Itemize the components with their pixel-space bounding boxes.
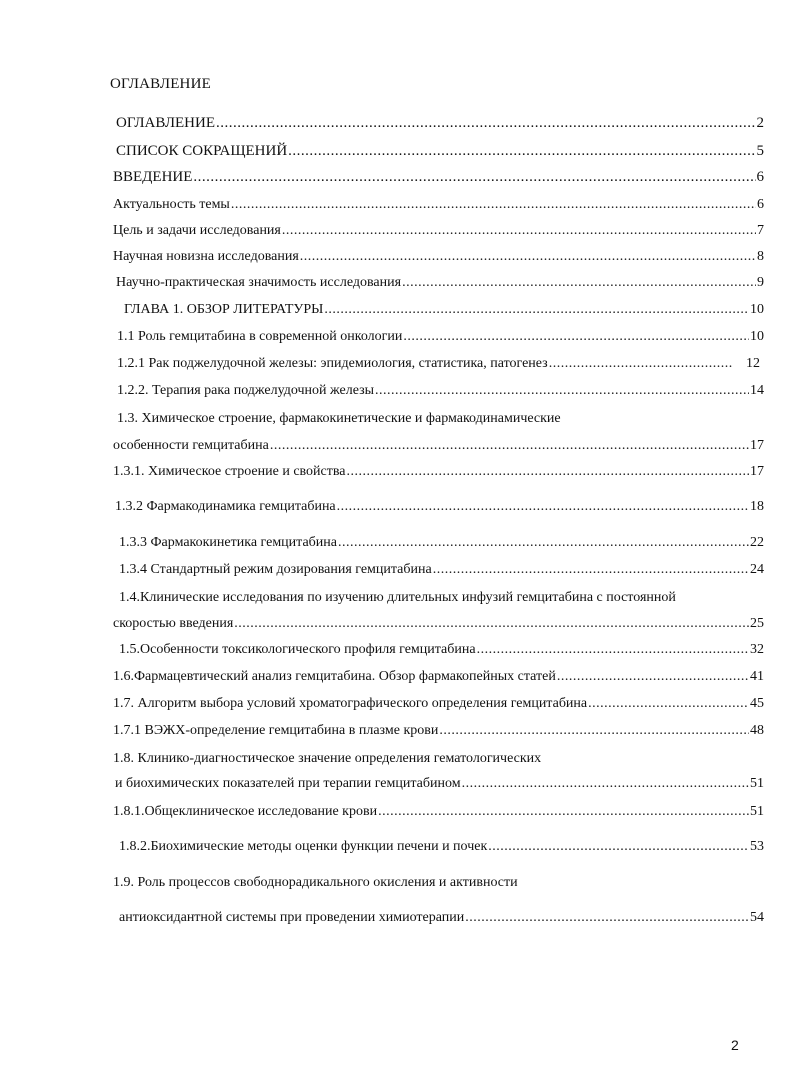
toc-entry xyxy=(113,463,764,480)
toc-entry xyxy=(113,169,764,186)
toc-entry xyxy=(113,248,764,265)
toc-entry xyxy=(119,561,764,578)
toc-entry xyxy=(113,222,764,239)
toc-entry xyxy=(117,382,764,399)
toc-entry-continued: 1.4.Клинические исследования по изучению длительных инфузий гемцитабина с постоянной xyxy=(119,590,676,605)
toc-entry xyxy=(113,437,764,454)
toc-entry xyxy=(113,196,764,213)
toc-entry-title: 1.6.Фармацевтический анализ гемцитабина. Обзор фармакопейных статей xyxy=(113,669,556,684)
toc-entry-page: 41 xyxy=(750,669,764,684)
page-number: 2 xyxy=(731,1037,739,1053)
toc-entry xyxy=(119,641,764,658)
toc-entry-continued: 1.8. Клинико-диагностическое значение определения гематологических xyxy=(113,751,542,766)
toc-entry-page: 54 xyxy=(750,910,764,925)
toc-entry-title: 1.8.1.Общеклиническое исследование крови xyxy=(113,804,378,819)
toc-entry xyxy=(113,803,764,820)
toc-entry-page: 6 xyxy=(757,197,764,212)
toc-entry-title: 1.2.1 Рак поджелудочной железы: эпидемиология, статистика, патогенез xyxy=(117,356,548,371)
toc-entry-page: 51 xyxy=(750,804,764,819)
toc-entry-page: 10 xyxy=(750,329,764,344)
toc-entry-page: 32 xyxy=(750,642,764,657)
toc-entry-title: особенности гемцитабина xyxy=(113,438,269,453)
toc-entry-title: Научно-практическая значимость исследования xyxy=(116,275,402,290)
toc-entry-title: СПИСОК СОКРАЩЕНИЙ xyxy=(116,143,288,159)
toc-entry-page: 45 xyxy=(750,696,764,711)
toc-entry-title: ВВЕДЕНИЕ xyxy=(113,169,193,185)
toc-entry-continued: 1.3. Химическое строение, фармакокинетические и фармакодинамические xyxy=(117,411,561,426)
toc-entry-page: 17 xyxy=(750,464,764,479)
toc-entry-page: 7 xyxy=(757,223,764,238)
toc-entry-title: 1.3.2 Фармакодинамика гемцитабина xyxy=(115,499,336,514)
toc-entry-title: 1.7.1 ВЭЖХ-определение гемцитабина в плазме крови xyxy=(113,723,439,738)
toc-entry xyxy=(113,722,764,739)
toc-entry-title: 1.3.3 Фармакокинетика гемцитабина xyxy=(119,535,337,550)
toc-entry-title: Научная новизна исследования xyxy=(113,249,299,264)
toc-entry xyxy=(116,115,764,132)
toc-entry xyxy=(115,498,764,515)
toc-entry xyxy=(113,615,764,632)
toc-entry-page: 48 xyxy=(750,723,764,738)
toc-entry xyxy=(119,909,764,926)
toc-entry-page: 12 xyxy=(746,356,760,371)
toc-entry-page: 17 xyxy=(750,438,764,453)
toc-entry-title: Цель и задачи исследования xyxy=(113,223,281,238)
toc-entry-page: 5 xyxy=(756,143,764,159)
toc-entry-page: 18 xyxy=(750,499,764,514)
toc-entry-title: ОГЛАВЛЕНИЕ xyxy=(116,115,215,131)
toc-entry-page: 53 xyxy=(750,839,764,854)
toc-entry xyxy=(119,838,764,855)
toc-entry-title: 1.1 Роль гемцитабина в современной онкологии xyxy=(117,329,403,344)
toc-entry xyxy=(113,668,764,685)
toc-entry-page: 14 xyxy=(750,383,764,398)
toc-entry-title: 1.7. Алгоритм выбора условий хроматографического определения гемцитабина xyxy=(113,696,588,711)
toc-entry-title: скоростью введения xyxy=(113,616,234,631)
toc-entry-title: 1.5.Особенности токсикологического профиля гемцитабина xyxy=(119,642,476,657)
toc-entry xyxy=(116,143,764,160)
toc-entry xyxy=(117,355,760,372)
toc-entry-page: 10 xyxy=(750,302,764,317)
toc-entry-title: 1.3.1. Химическое строение и свойства xyxy=(113,464,346,479)
toc-entry-page: 24 xyxy=(750,562,764,577)
toc-entry xyxy=(116,274,764,291)
toc-entry-title: 1.8.2.Биохимические методы оценки функции печени и почек xyxy=(119,839,488,854)
toc-entry xyxy=(124,301,764,318)
toc-entry-title: ГЛАВА 1. ОБЗОР ЛИТЕРАТУРЫ xyxy=(124,302,324,317)
toc-entry-title: антиоксидантной системы при проведении химиотерапии xyxy=(119,910,465,925)
toc-heading: ОГЛАВЛЕНИЕ xyxy=(110,76,211,92)
toc-entry-page: 22 xyxy=(750,535,764,550)
toc-entry-page: 8 xyxy=(757,249,764,264)
toc-entry xyxy=(115,775,764,792)
toc-entry xyxy=(119,534,764,551)
toc-entry-page: 51 xyxy=(750,776,764,791)
toc-entry-page: 25 xyxy=(750,616,764,631)
toc-entry-title: Актуальность темы xyxy=(113,197,230,212)
toc-entry-page: 2 xyxy=(756,115,764,131)
toc-entry-continued: 1.9. Роль процессов свободнорадикального окисления и активности xyxy=(113,875,518,890)
toc-entry-page: 9 xyxy=(757,275,764,290)
toc-entry-title: и биохимических показателей при терапии гемцитабином xyxy=(115,776,461,791)
toc-entry-title: 1.3.4 Стандартный режим дозирования гемцитабина xyxy=(119,562,432,577)
toc-entry xyxy=(117,328,764,345)
toc-entry-page: 6 xyxy=(756,169,764,185)
toc-entry-title: 1.2.2. Терапия рака поджелудочной железы xyxy=(117,383,375,398)
toc-entry xyxy=(113,695,764,712)
